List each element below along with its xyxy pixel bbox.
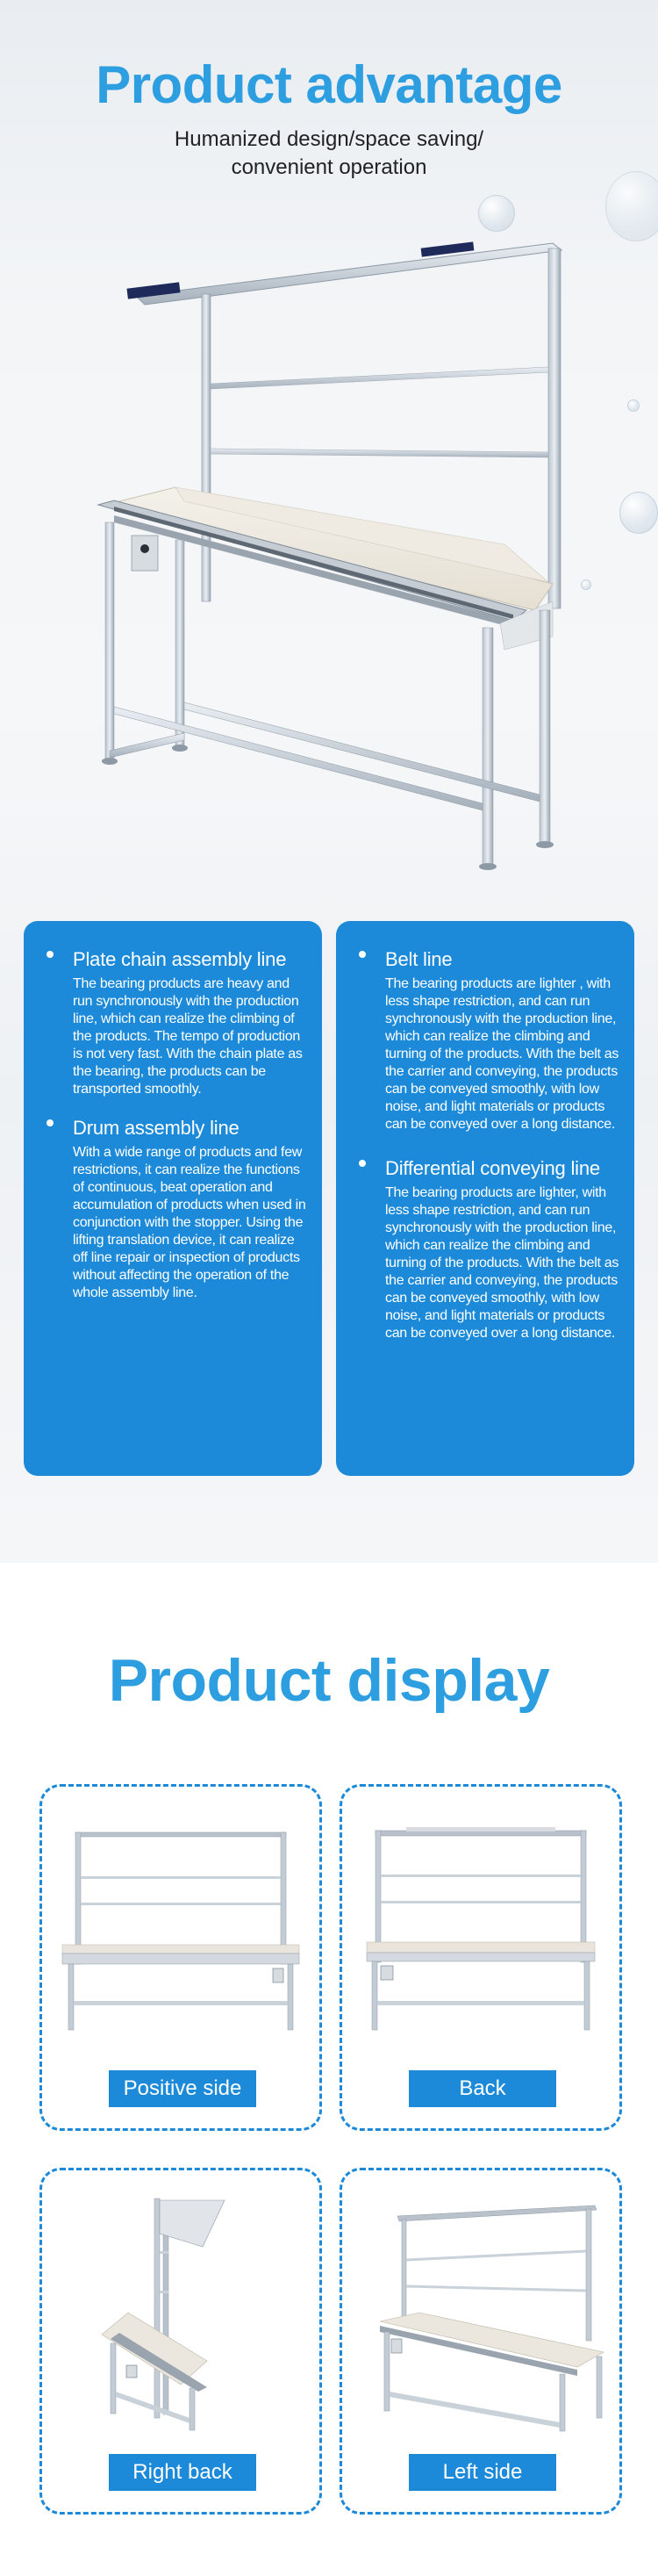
view-label: Left side	[409, 2454, 556, 2491]
feature-title: Drum assembly line	[73, 1117, 240, 1139]
water-drop-decoration	[619, 492, 658, 534]
advantage-title: Product advantage	[96, 55, 562, 114]
bullet-icon	[46, 951, 54, 958]
feature-text: The bearing products are lighter , with less shape restriction, and can run synchronously with the production line, which can realize the climbing and turning of the products. With the belt as the carrier and conveying, the products can be conveyed smoothly, with low noise, and light materials or products can be conveyed over a long distance.	[385, 976, 619, 1132]
feature-card-right	[336, 921, 634, 1476]
feature-drum	[43, 1116, 310, 1302]
workbench-left-side-image	[349, 2181, 612, 2444]
workbench-back-image	[349, 1797, 612, 2061]
feature-plate-chain	[43, 947, 310, 1098]
bullet-icon	[359, 1160, 366, 1167]
feature-belt	[355, 947, 622, 1133]
feature-title: Plate chain assembly line	[73, 948, 287, 970]
feature-card-left	[24, 921, 322, 1476]
water-drop-decoration	[627, 399, 640, 412]
workbench-front-image	[49, 1797, 312, 2061]
water-drop-decoration	[605, 171, 658, 241]
view-tile-left-side[interactable]	[340, 2168, 622, 2515]
view-label: Positive side	[109, 2070, 256, 2107]
view-tile-positive-side[interactable]	[39, 1784, 322, 2131]
workbench-right-back-image	[49, 2181, 312, 2444]
view-label: Right back	[109, 2454, 256, 2491]
feature-title: Belt line	[385, 948, 453, 970]
bullet-icon	[46, 1119, 54, 1126]
view-tile-right-back[interactable]	[39, 2168, 322, 2515]
feature-text: The bearing products are heavy and run synchronously with the production line, which can realize the climbing of the products. The tempo of production is not very fast. With the chain plate as the bearing, the products can be transported smoothly.	[73, 976, 303, 1097]
feature-text: With a wide range of products and few restrictions, it can realize the functions of continuous, beat operation and accumulation of products when used in conjunction with the stopper. Using the lifting translation device, it can realize off line repair or inspection of products without affecting the operation of the whole assembly line.	[73, 1145, 306, 1300]
workbench-product-image	[61, 189, 605, 891]
advantage-subtitle: Humanized design/space saving/ convenient operation	[174, 127, 484, 179]
display-title: Product display	[108, 1647, 550, 1714]
view-tile-back[interactable]	[340, 1784, 622, 2131]
view-label: Back	[409, 2070, 556, 2107]
feature-title: Differential conveying line	[385, 1157, 600, 1179]
feature-differential	[355, 1156, 622, 1342]
feature-text: The bearing products are lighter, with less shape restriction, and can run synchronously with the production line, which can realize the climbing and turning of the products. With the belt as the carrier and conveying, the products can be conveyed smoothly, with low noise, and light materials or products can be conveyed over a long distance.	[385, 1185, 619, 1341]
bullet-icon	[359, 951, 366, 958]
